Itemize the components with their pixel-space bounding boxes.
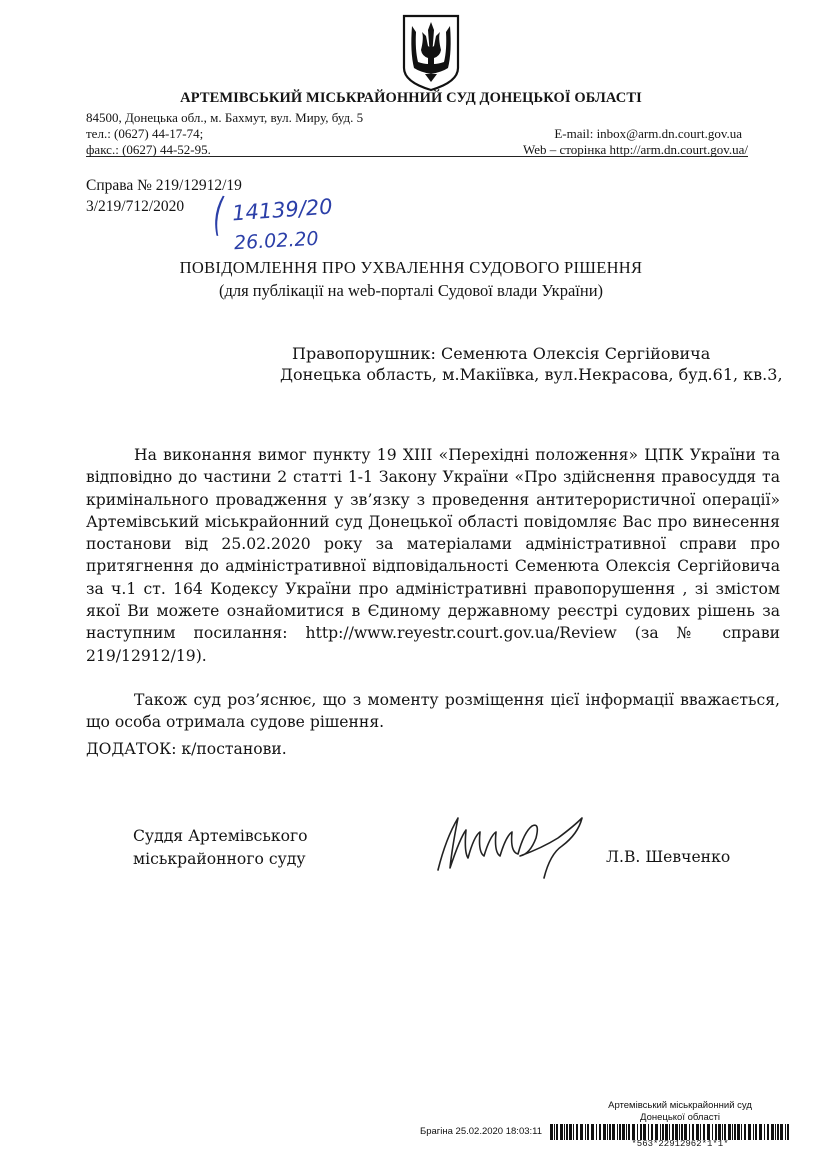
court-website: Web – сторінка http://arm.dn.court.gov.ua/ bbox=[522, 142, 748, 157]
appendix-line: ДОДАТОК: к/постанови. bbox=[86, 740, 287, 758]
handwritten-incoming-number: 14139/20 bbox=[231, 194, 334, 226]
handwritten-date: 26.02.20 bbox=[233, 227, 320, 255]
court-fax: факс.: (0627) 44-52-95. bbox=[86, 142, 211, 157]
header-divider bbox=[86, 156, 748, 157]
barcode-icon bbox=[550, 1124, 790, 1140]
barcode-number: *563*22912962*1*1* bbox=[631, 1139, 729, 1149]
trident-emblem-icon bbox=[400, 12, 462, 92]
offender-address: Донецька область, м.Макіївка, вул.Некрасова, буд.61, кв.3, bbox=[280, 365, 783, 384]
court-phone: тел.: (0627) 44-17-74; bbox=[86, 126, 204, 141]
court-address: 84500, Донецька обл., м. Бахмут, вул. Миру, буд. 5 bbox=[86, 110, 364, 125]
judge-position bbox=[133, 825, 308, 871]
handwritten-signature-icon bbox=[432, 808, 602, 888]
court-name: АРТЕМІВСЬКИЙ МІСЬКРАЙОННИЙ СУД ДОНЕЦЬКОЇ ОБЛАСТІ bbox=[180, 90, 642, 106]
offender-name: Правопорушник: Семенюта Олексія Сергійовича bbox=[292, 344, 711, 363]
judge-name: Л.В. Шевченко bbox=[606, 848, 731, 866]
notice-subtitle: (для публікації на web-порталі Судової влади України) bbox=[218, 281, 604, 300]
notice-body bbox=[86, 444, 780, 734]
handwritten-bracket: ( bbox=[212, 186, 225, 242]
notice-title: ПОВІДОМЛЕННЯ ПРО УХВАЛЕННЯ СУДОВОГО РІШЕННЯ bbox=[179, 258, 643, 277]
proceeding-number: 3/219/712/2020 bbox=[86, 198, 185, 215]
body-paragraph-1: На виконання вимог пункту 19 XIII «Перехідні положення» ЦПК України та відповідно до частини 2 статті 1-1 Закону України «Про здійснення правосуддя та кримінального провадження у зв’язку з проведення антитерористичної операції» Артемівський міськрайонний суд Донецької області повідомляє Вас про винесення постанови від 25.02.2020 року за матеріалами адміністративної справи про притягнення до адміністративної відповідальності Семенюта Олексія Сергійовича за ч.1 ст. 164 Кодексу України про адміністративні правопорушення , зі змістом якої Ви можете ознайомитися в Єдиному державному реєстрі судових рішень за наступним посилання: http://www.reyestr.court.gov.ua/Review (за № справи 219/12912/19). bbox=[86, 446, 780, 665]
case-number: Справа № 219/12912/19 bbox=[86, 177, 242, 194]
court-email: E-mail: inbox@arm.dn.court.gov.ua bbox=[554, 126, 742, 141]
stamp-clerk-timestamp: Брагіна 25.02.2020 18:03:11 bbox=[420, 1126, 543, 1137]
stamp-region: Донецької області bbox=[640, 1112, 720, 1123]
judge-position-line-1: Суддя Артемівського bbox=[133, 827, 308, 845]
stamp-court-name: Артемівський міськрайонний суд bbox=[608, 1100, 752, 1111]
judge-position-line-2: міськрайонного суду bbox=[133, 850, 306, 868]
body-paragraph-2: Також суд роз’яснює, що з моменту розміщення цієї інформації вважається, що особа отримала судове рішення. bbox=[86, 690, 780, 732]
